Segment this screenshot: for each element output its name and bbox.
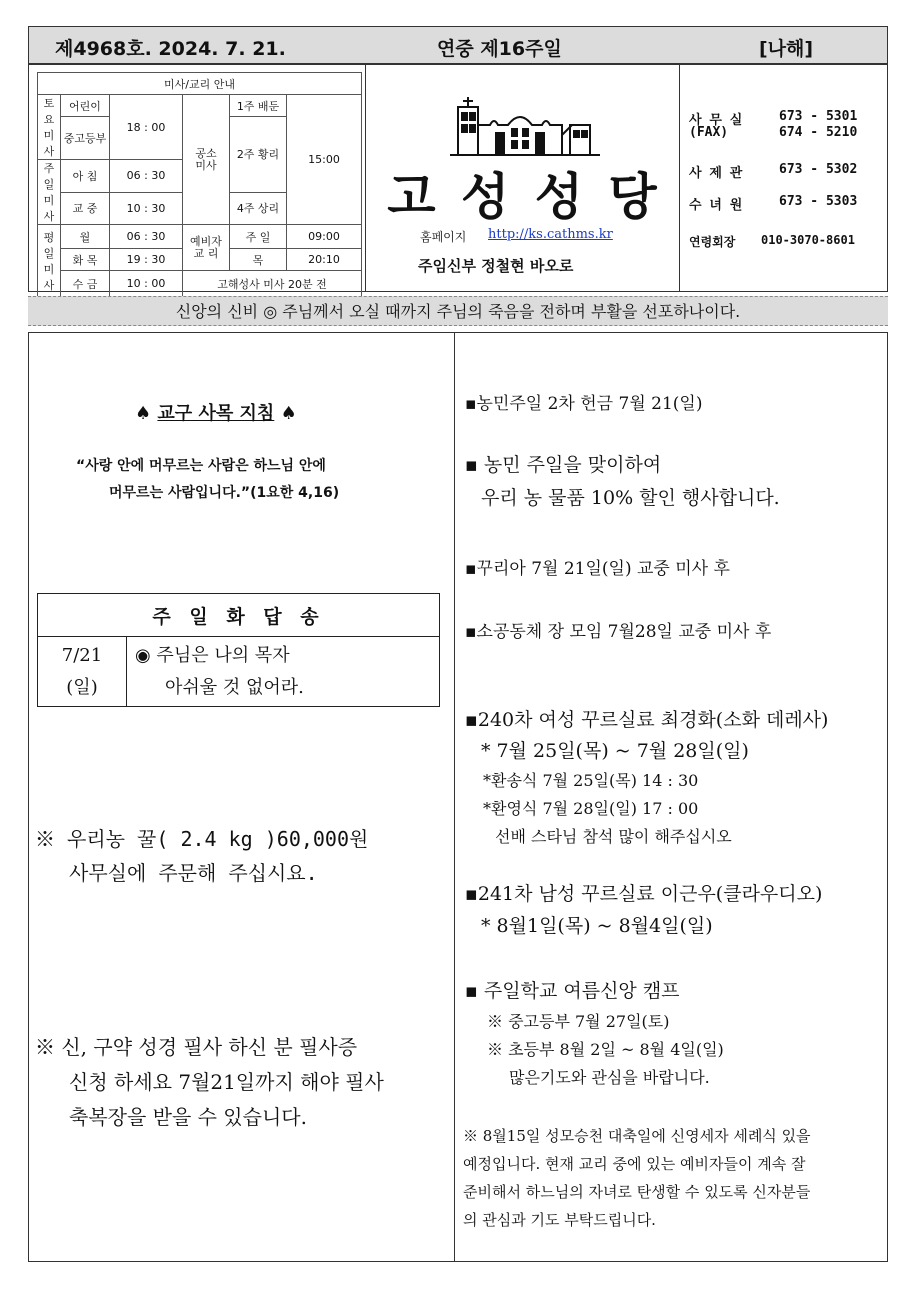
notice-men-cursillo-1: ▪241차 남성 꾸르실료 이근우(클라우디오) (465, 883, 823, 905)
bible-notice-line1: ※ 신, 구약 성경 필사 하신 분 필사증 (35, 1035, 358, 1059)
notice-offering: ▪농민주일 2차 헌금 7월 21(일) (465, 394, 703, 414)
psalm-date: 7/21 (61, 644, 103, 666)
office-label: 사 무 실 (689, 113, 743, 128)
sun-morning-time: 06 : 30 (110, 160, 183, 193)
sun-parish-time: 10 : 30 (110, 192, 183, 225)
mon-label: 월 (61, 225, 110, 249)
bible-notice-line3: 축복장을 받을 수 있습니다. (69, 1105, 307, 1129)
guide-quote-line2: 머무르는 사람입니다.”(1요한 4,16) (109, 485, 340, 501)
main-content (28, 332, 888, 1262)
notice-women-cursillo-2: * 7월 25일(목) ~ 7월 28일(일) (481, 740, 749, 762)
header-box (28, 64, 888, 292)
notice-women-cursillo-5: 선배 스타님 참석 많이 해주십시오 (495, 827, 732, 846)
psalm-date-cell (38, 637, 127, 707)
cat-thu-time: 20:10 (287, 249, 362, 271)
homepage-label: 홈페이지 (420, 230, 467, 244)
year-cycle: [나해] (759, 38, 814, 60)
schedule-title: 미사/교리 안내 (38, 73, 362, 95)
spade-icon: ♠ (280, 403, 297, 424)
tuethu-time: 19 : 30 (110, 249, 183, 271)
sat-mass-label: 토 요 미 사 (38, 95, 61, 160)
mon-time: 06 : 30 (110, 225, 183, 249)
psalm-title: 주 일 화 답 송 (38, 594, 440, 637)
office-number: 673 - 5301 (779, 109, 858, 124)
sun-parish-label: 교 중 (61, 192, 110, 225)
notice-baptism-4: 의 관심과 기도 부탁드립니다. (463, 1211, 656, 1229)
notice-farmers-day-2: 우리 농 물품 10% 할인 행사합니다. (481, 487, 780, 509)
fax-number: 674 - 5210 (779, 125, 858, 140)
cat-thu-label: 목 (230, 249, 287, 271)
issue-bar (28, 26, 888, 64)
notice-summer-camp-3: ※ 초등부 8월 2일 ~ 8월 4일(일) (487, 1040, 724, 1059)
rectory-label: 사 제 관 (689, 166, 743, 181)
council-label: 연령회장 (689, 235, 736, 249)
notice-summer-camp-1: ▪ 주일학교 여름신앙 캠프 (465, 980, 680, 1002)
bible-notice-line2: 신청 하세요 7월21일까지 해야 필사 (69, 1070, 384, 1094)
sat-youth-label: 중고등부 (61, 117, 110, 160)
mass-schedule-table (37, 72, 362, 297)
mission-week4: 4주 상리 (230, 192, 287, 225)
convent-number: 673 - 5303 (779, 194, 858, 209)
mission-week1: 1주 배둔 (230, 95, 287, 117)
psalm-line2: 아쉬울 것 없어라. (165, 676, 304, 698)
notice-curia: ▪꾸리아 7월 21일(일) 교중 미사 후 (465, 559, 730, 579)
guide-quote-line1: “사랑 안에 머무르는 사람은 하느님 안에 (76, 458, 326, 474)
rectory-number: 673 - 5302 (779, 162, 858, 177)
tuethu-label: 화 목 (61, 249, 110, 271)
guide-title: 교구 사목 지침 (157, 403, 275, 424)
wedfri-label: 수 금 (61, 271, 110, 297)
sun-mass-label: 주 일 미 사 (38, 160, 61, 225)
cat-sun-time: 09:00 (287, 225, 362, 249)
psalm-line1: ◉ 주님은 나의 목자 (135, 644, 290, 666)
council-number: 010-3070-8601 (761, 233, 855, 247)
cat-sun-label: 주 일 (230, 225, 287, 249)
notice-men-cursillo-2: * 8월1일(목) ~ 8월4일(일) (481, 915, 713, 937)
notice-farmers-day-1: ▪ 농민 주일을 맞이하여 (465, 454, 662, 476)
church-building-icon (450, 95, 600, 157)
wedfri-time: 10 : 00 (110, 271, 183, 297)
mission-week2: 2주 황리 (230, 117, 287, 193)
notice-community-meeting: ▪소공동체 장 모임 7월28일 교중 미사 후 (465, 622, 772, 642)
notice-women-cursillo-4: *환영식 7월 28일(일) 17 : 00 (483, 799, 699, 818)
church-title-block (365, 65, 680, 291)
mission-time: 15:00 (287, 95, 362, 225)
sat-child-label: 어린이 (61, 95, 110, 117)
pastor-name: 주임신부 정철현 바오로 (418, 257, 574, 275)
honey-notice-line2: 사무실에 주문해 주십시요. (69, 861, 318, 885)
psalm-response-cell (127, 637, 440, 707)
creed-banner: 신앙의 신비 ◎ 주님께서 오실 때까지 주님의 죽음을 전하며 부활을 선포하나이다. (28, 296, 888, 326)
sunday-title: 연중 제16주일 (437, 38, 562, 60)
church-name: 고 성 성 당 (387, 167, 661, 226)
fax-label: (FAX) (689, 125, 729, 140)
homepage-link[interactable]: http://ks.cathms.kr (488, 227, 613, 242)
sun-morning-label: 아 침 (61, 160, 110, 193)
notice-summer-camp-2: ※ 중고등부 7월 27일(토) (487, 1012, 670, 1031)
honey-notice-line1: ※ 우리농 꿀( 2.4 kg )60,000원 (35, 827, 369, 851)
sat-time: 18 : 00 (110, 95, 183, 160)
notice-baptism-1: ※ 8월15일 성모승천 대축일에 신영세자 세례식 있을 (463, 1127, 811, 1145)
notice-summer-camp-4: 많은기도와 관심을 바랍니다. (509, 1068, 710, 1087)
notice-baptism-3: 준비해서 하느님의 자녀로 탄생할 수 있도록 신자분들 (463, 1183, 811, 1201)
spade-icon: ♠ (135, 403, 152, 424)
notice-women-cursillo-3: *환송식 7월 25일(목) 14 : 30 (483, 771, 699, 790)
mission-mass-label: 공소 미사 (183, 95, 230, 225)
notice-women-cursillo-1: ▪240차 여성 꾸르실료 최경화(소화 데레사) (465, 709, 829, 731)
notice-baptism-2: 예정입니다. 현재 교리 중에 있는 예비자들이 계속 잘 (463, 1155, 806, 1173)
weekday-mass-label: 평 일 미 사 (38, 225, 61, 297)
psalm-table (37, 593, 440, 707)
psalm-day: (일) (66, 676, 98, 698)
confession-note: 고해성사 미사 20분 전 (183, 271, 362, 297)
convent-label: 수 녀 원 (689, 198, 743, 213)
guide-title-row (135, 399, 297, 425)
issue-number: 제4968호. 2024. 7. 21. (55, 38, 286, 60)
catechumen-label: 예비자 교 리 (183, 225, 230, 271)
contacts-block (681, 65, 887, 291)
column-divider (454, 333, 455, 1261)
